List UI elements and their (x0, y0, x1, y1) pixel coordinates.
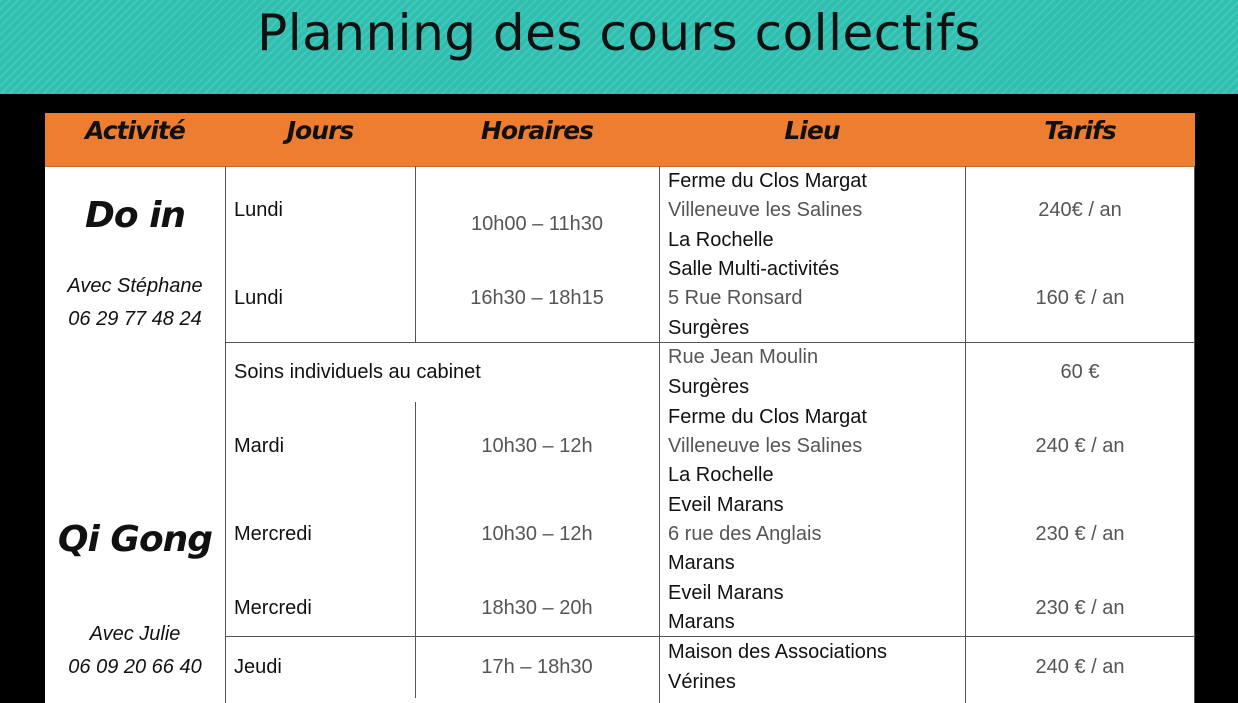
row-lieu: Surgères (668, 317, 750, 339)
row-tarif: 60 € (1060, 361, 1100, 383)
header-lieu: Lieu (784, 116, 840, 145)
activity-contact (45, 270, 225, 336)
row-lieu: Marans (668, 552, 735, 574)
row-jour: Lundi (234, 287, 283, 309)
row-lieu: Rue Jean Moulin (668, 346, 819, 368)
row-horaire: 10h30 – 12h (481, 435, 593, 457)
row-tarif: 160 € / an (1035, 287, 1125, 309)
header-horaires: Horaires (480, 116, 594, 145)
row-lieu: Ferme du Clos Margat (668, 406, 867, 428)
page-title: Planning des cours collectifs (257, 4, 981, 62)
row-jour: Mardi (234, 435, 285, 457)
header-activite: Activité (85, 116, 185, 145)
row-lieu: Villeneuve les Salines (668, 435, 863, 457)
title-banner (0, 0, 1238, 94)
row-tarif: 230 € / an (1035, 523, 1125, 545)
row-lieu: Eveil Marans (668, 582, 784, 604)
row-jour: Jeudi (234, 656, 282, 678)
row-tarif: 240€ / an (1038, 199, 1122, 221)
row-divider (225, 636, 1195, 637)
row-lieu: Marans (668, 611, 735, 633)
column-divider (415, 166, 416, 342)
contact-name: Avec Julie (89, 623, 181, 645)
activity-contact (45, 618, 225, 684)
row-lieu: Surgères (668, 376, 750, 398)
row-lieu: Vérines (668, 671, 736, 693)
contact-phone: 06 29 77 48 24 (68, 308, 202, 330)
contact-name: Avec Stéphane (67, 275, 203, 297)
activity-name: Do in (84, 195, 186, 236)
row-lieu: 6 rue des Anglais (668, 523, 822, 545)
table-header (45, 113, 1195, 167)
contact-phone: 06 09 20 66 40 (68, 656, 202, 678)
row-divider (225, 342, 1195, 343)
column-divider (659, 166, 660, 703)
row-jour: Mercredi (234, 597, 312, 619)
row-lieu: Ferme du Clos Margat (668, 170, 867, 192)
row-horaire: 10h30 – 12h (481, 523, 593, 545)
row-lieu: Maison des Associations (668, 641, 888, 663)
row-horaire: 17h – 18h30 (481, 656, 593, 678)
row-jour: Mercredi (234, 523, 312, 545)
row-tarif: 230 € / an (1035, 597, 1125, 619)
header-tarifs: Tarifs (1044, 116, 1116, 145)
row-jour: Lundi (234, 199, 283, 221)
activity-name: Qi Gong (57, 519, 213, 560)
column-divider (225, 166, 226, 703)
row-lieu: 5 Rue Ronsard (668, 287, 803, 309)
row-lieu: Eveil Marans (668, 494, 784, 516)
row-lieu: Salle Multi-activités (668, 258, 840, 280)
row-tarif: 240 € / an (1035, 656, 1125, 678)
header-jours: Jours (286, 116, 354, 145)
row-lieu: Villeneuve les Salines (668, 199, 863, 221)
row-lieu: La Rochelle (668, 229, 774, 251)
row-tarif: 240 € / an (1035, 435, 1125, 457)
row-lieu: La Rochelle (668, 464, 774, 486)
row-jour: Soins individuels au cabinet (234, 361, 481, 383)
row-horaire: 18h30 – 20h (481, 597, 593, 619)
row-horaire: 10h00 – 11h30 (471, 213, 603, 235)
row-horaire: 16h30 – 18h15 (470, 287, 604, 309)
schedule-table (45, 113, 1195, 703)
